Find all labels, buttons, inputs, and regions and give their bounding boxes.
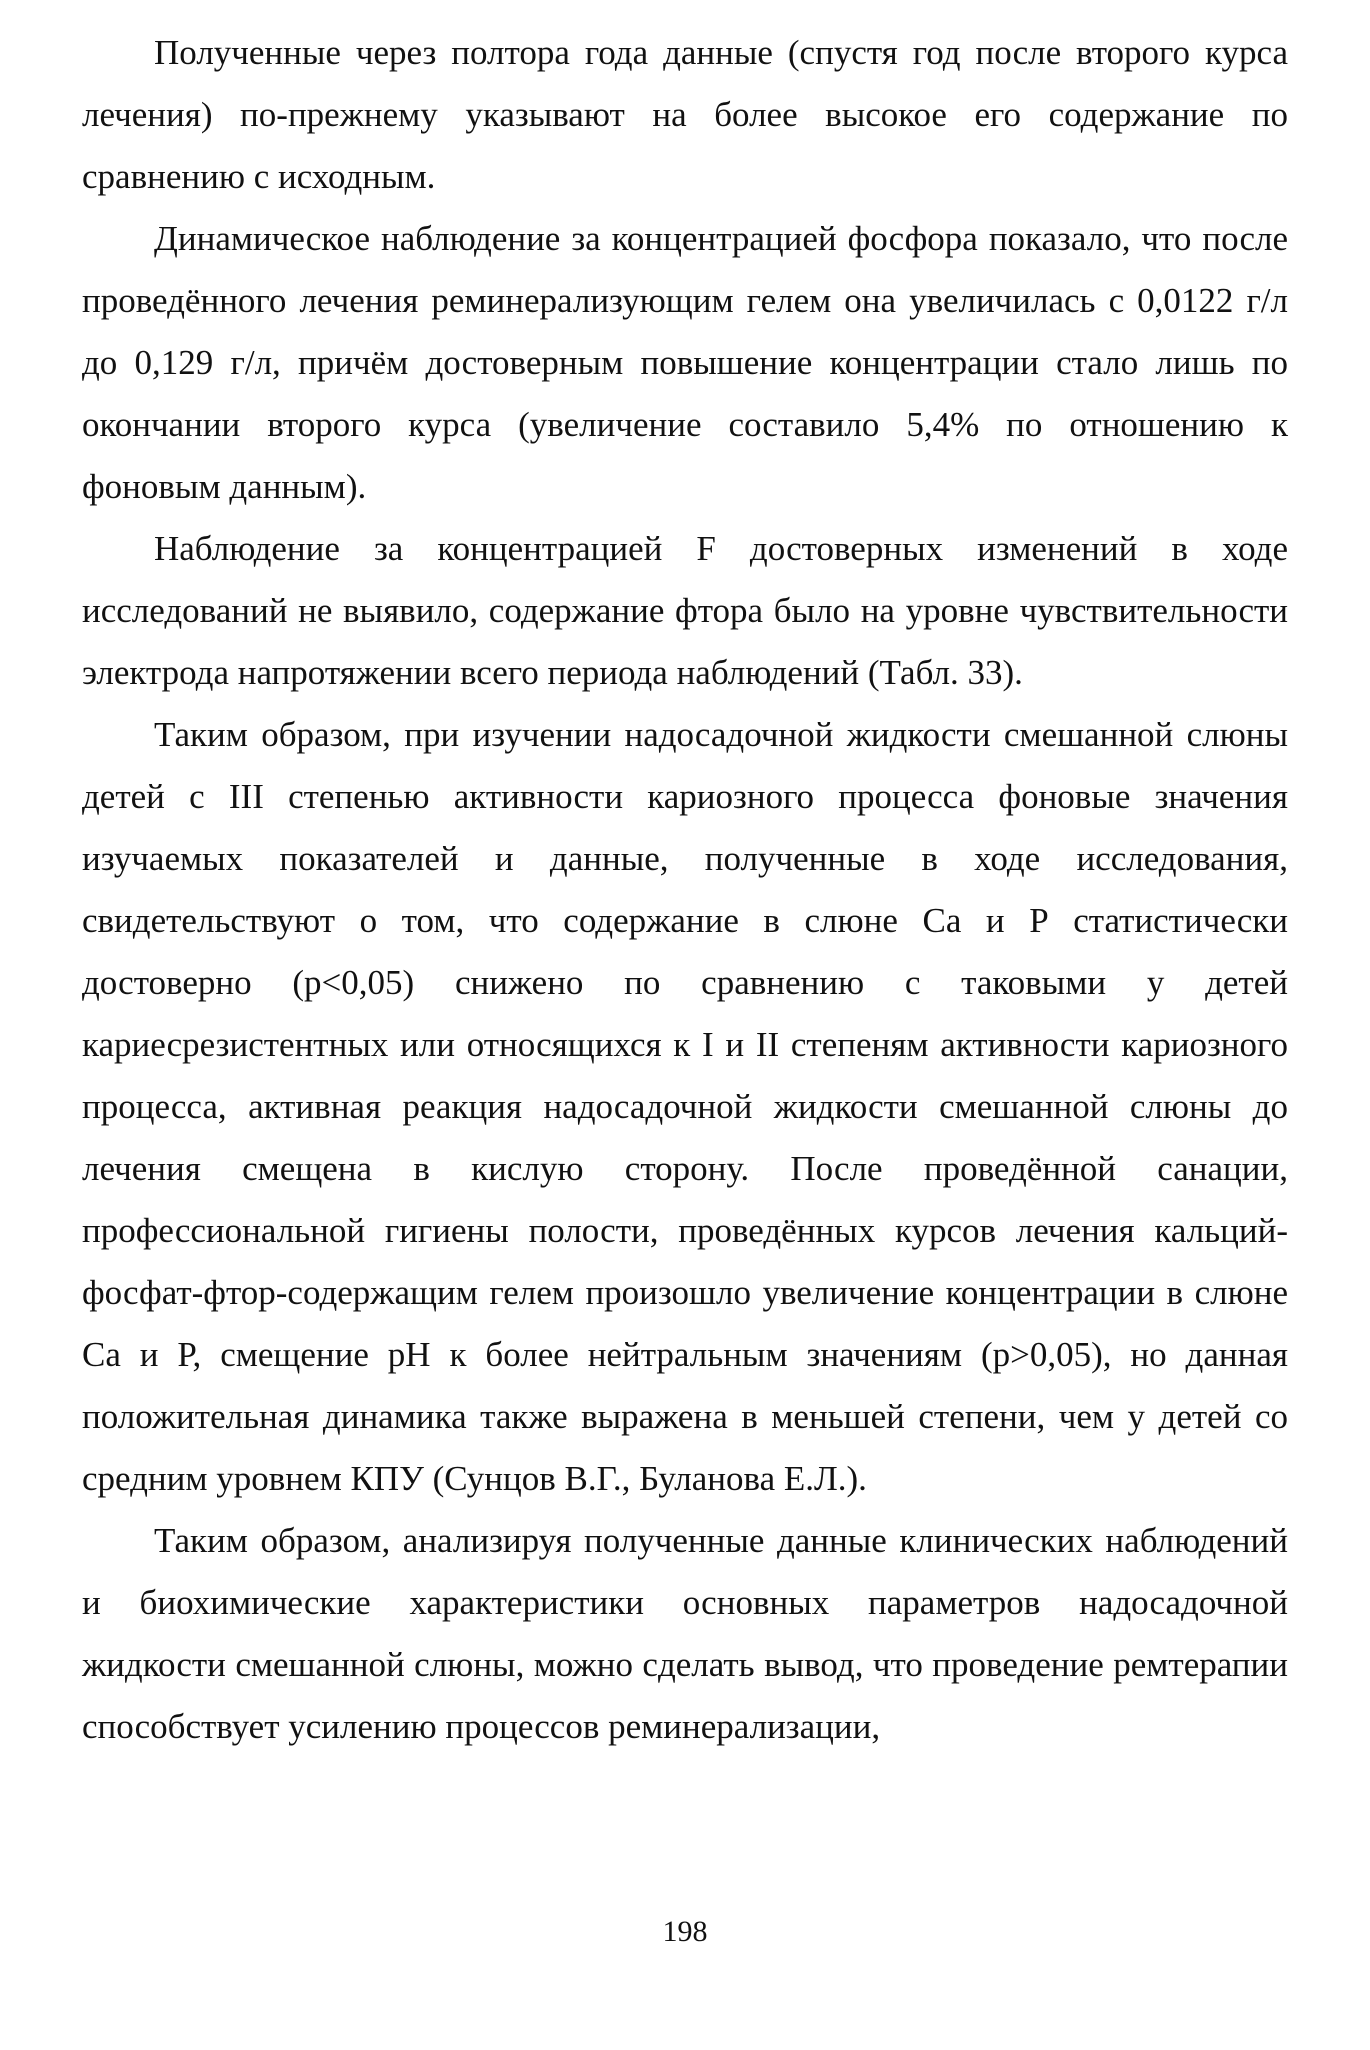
body-text <box>82 22 1288 1758</box>
paragraph-4: Таким образом, при изучении надосадочной жидкости смешанной слюны детей с III степенью активности кариозного процесса фоновые значения изучаемых показателей и данные, полученные в ходе исследования, свидетельствуют о том, что содержание в слюне Са и Р статистически достоверно (р<0,05) снижено по сравнению с таковыми у детей кариесрезистентных или относящихся к I и II степеням активности кариозного процесса, активная реакция надосадочной жидкости смешанной слюны до лечения смещена в кислую сторону. После проведённой санации, профессиональной гигиены полости, проведённых курсов лечения кальций-фосфат-фтор-содержащим гелем произошло увеличение концентрации в слюне Са и Р, смещение рН к более нейтральным значениям (р>0,05), но данная положительная динамика также выражена в меньшей степени, чем у детей со средним уровнем КПУ (Сунцов В.Г., Буланова Е.Л.). <box>82 715 1288 1498</box>
paragraph-3: Наблюдение за концентрацией F достоверных изменений в ходе исследований не выявило, содержание фтора было на уровне чувствительности электрода напротяжении всего периода наблюдений (Табл. 33). <box>82 529 1288 692</box>
paragraph-2: Динамическое наблюдение за концентрацией фосфора показало, что после проведённого лечения реминерализующим гелем она увеличилась с 0,0122 г/л до 0,129 г/л, причём достоверным повышение концентрации стало лишь по окончании второго курса (увеличение составило 5,4% по отношению к фоновым данным). <box>82 219 1288 506</box>
page-number: 198 <box>662 1915 708 1948</box>
paragraph-5: Таким образом, анализируя полученные данные клинических наблюдений и биохимические характеристики основных параметров надосадочной жидкости смешанной слюны, можно сделать вывод, что проведение ремтерапии способствует усилению процессов реминерализации, <box>82 1521 1288 1746</box>
paragraph-1: Полученные через полтора года данные (спустя год после второго курса лечения) по-прежнему указывают на более высокое его содержание по сравнению с исходным. <box>82 33 1288 196</box>
